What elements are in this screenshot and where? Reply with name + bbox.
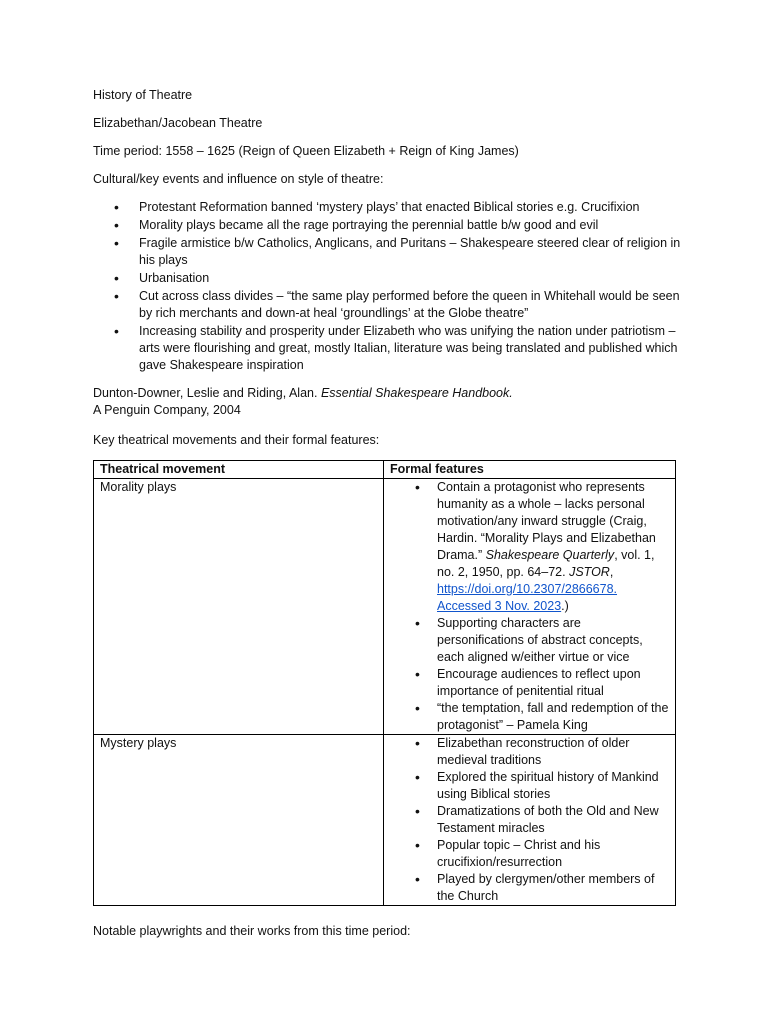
table-row [94,735,676,906]
time-period: Time period: 1558 – 1625 (Reign of Queen Elizabeth + Reign of King James) [93,144,519,158]
feature-text: , [609,565,614,579]
movement-name: Mystery plays [94,735,384,906]
citation-title: Essential Shakespeare Handbook. [320,386,513,400]
features-list [390,479,669,734]
list-item [437,479,669,615]
citation [93,385,683,419]
list-item: • Explored the spiritual history of Mankind using Biblical stories [437,769,669,803]
header-formal-features: Formal features [384,461,676,479]
feature-text: Contain a protagonist who represents humanity as a whole – lacks personal motivation/any inward struggle (Craig, Hardin. “Morality Plays and Elizabethan Drama.” [437,480,656,562]
list-item: • “the temptation, fall and redemption of the protagonist” – Pamela King [437,700,669,734]
citation-authors: Dunton-Downer, Leslie and Riding, Alan. [93,386,318,400]
events-intro: Cultural/key events and influence on style of theatre: [93,172,384,186]
journal-title: Shakespeare Quarterly [485,548,615,562]
document-heading: History of Theatre [93,88,193,102]
features-list [390,735,669,905]
playwrights-intro: Notable playwrights and their works from this time period: [93,924,411,938]
document-page [93,87,683,951]
list-item: • Supporting characters are personifications of abstract concepts, each aligned w/either virtue or vice [437,615,669,666]
citation-line-1 [93,385,683,402]
doi-link[interactable]: https://doi.org/10.2307/2866678. Accessed 3 Nov. 2023 [437,582,618,613]
movements-table [93,460,676,906]
list-item: • Morality plays became all the rage portraying the perennial battle b/w good and evil [139,217,683,234]
header-theatrical-movement: Theatrical movement [94,461,384,479]
list-item: • Elizabethan reconstruction of older medieval traditions [437,735,669,769]
list-item: • Fragile armistice b/w Catholics, Anglicans, and Puritans – Shakespeare steered clear of religion in his plays [139,235,683,269]
citation-publisher: A Penguin Company, 2004 [93,403,241,417]
list-item: • Urbanisation [139,270,683,287]
list-item: • Popular topic – Christ and his crucifixion/resurrection [437,837,669,871]
table-row [94,479,676,735]
list-item: • Dramatizations of both the Old and New Testament miracles [437,803,669,837]
document-subheading: Elizabethan/Jacobean Theatre [93,116,263,130]
list-item: • Cut across class divides – “the same play performed before the queen in Whitehall would be seen by rich merchants and down-at heal ‘groundlings’ at the Globe theatre” [139,288,683,322]
movement-name: Morality plays [94,479,384,735]
feature-text: , vol. 1, no. 2, 1950, pp. 64–72. [437,548,655,579]
feature-text: .) [561,599,569,613]
jstor-label: JSTOR [569,565,610,579]
list-item: • Played by clergymen/other members of the Church [437,871,669,905]
table-header-row [94,461,676,479]
features-cell [384,735,676,906]
list-item: • Increasing stability and prosperity under Elizabeth who was unifying the nation under patriotism – arts were flourishing and great, mostly Italian, literature was being translated and published which gave Shakespeare inspiration [139,323,683,374]
features-cell [384,479,676,735]
events-list [93,199,683,374]
list-item: • Protestant Reformation banned ‘mystery plays’ that enacted Biblical stories e.g. Crucifixion [139,199,683,216]
movements-intro: Key theatrical movements and their formal features: [93,433,380,447]
list-item: • Encourage audiences to reflect upon importance of penitential ritual [437,666,669,700]
